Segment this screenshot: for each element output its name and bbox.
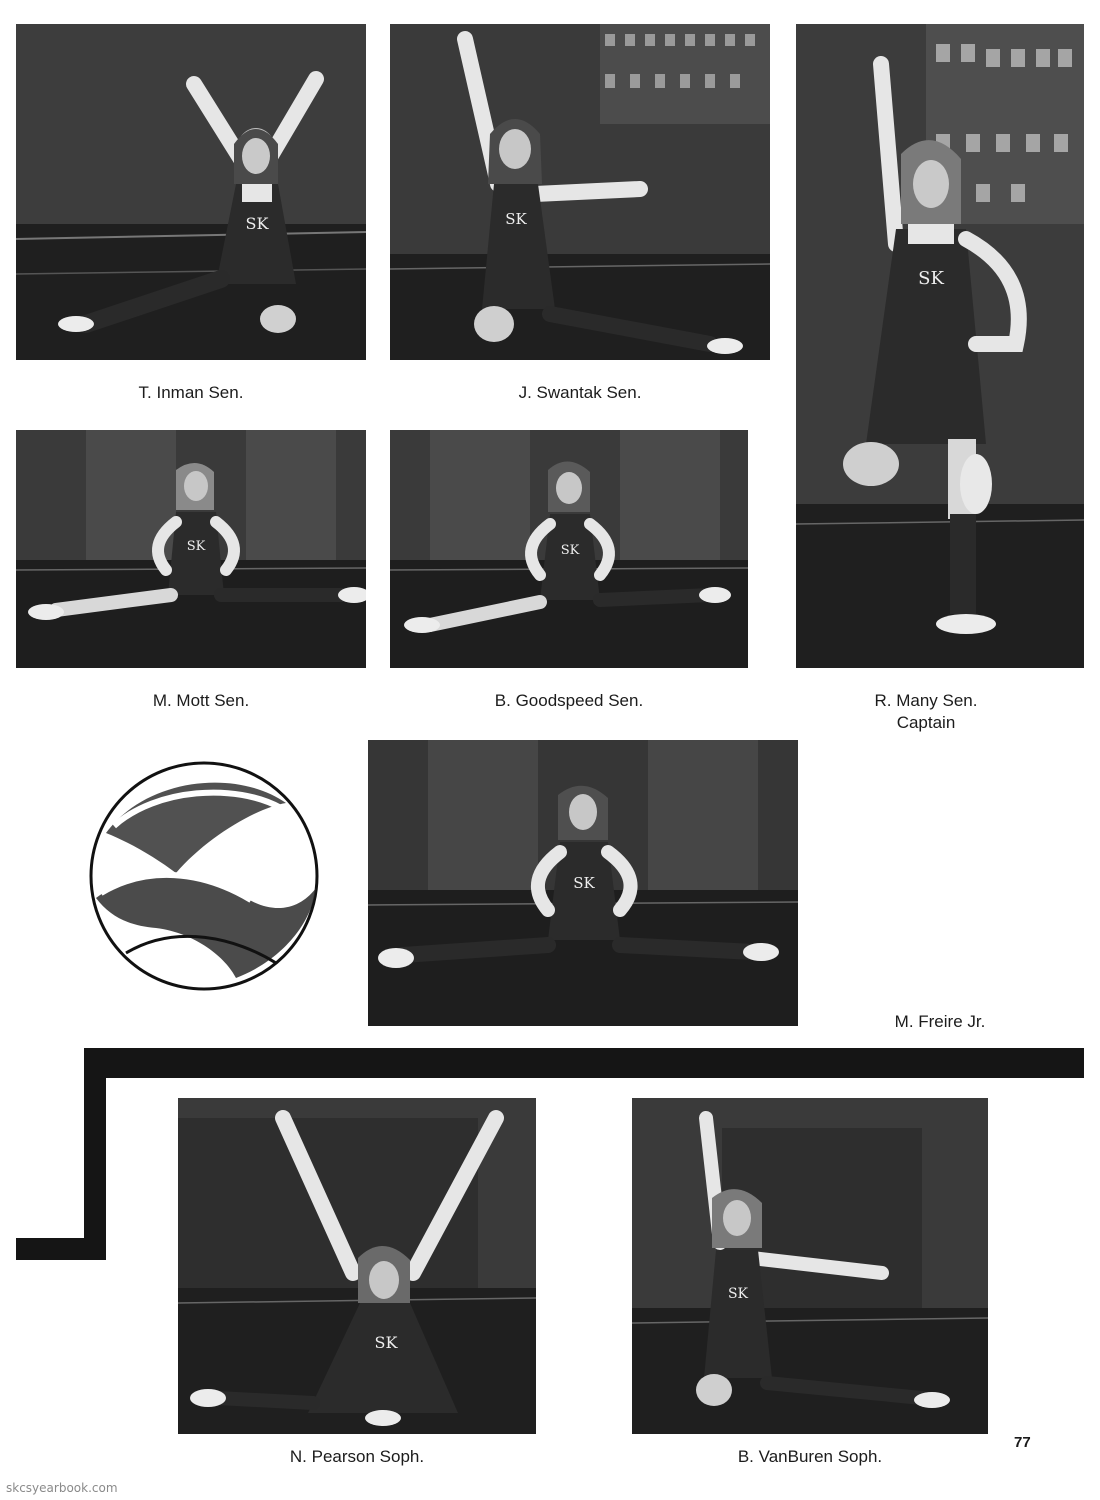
svg-text:SK: SK — [505, 210, 527, 228]
svg-text:SK: SK — [374, 1333, 398, 1352]
caption-line: B. Goodspeed Sen. — [494, 691, 644, 710]
caption-line: Captain — [896, 713, 956, 732]
svg-text:SK: SK — [560, 543, 580, 558]
svg-text:SK: SK — [186, 539, 206, 554]
cheerleader-one-arm-image — [632, 1098, 988, 1434]
caption-line: B. VanBuren Soph. — [737, 1447, 883, 1466]
photo-mott — [16, 430, 366, 668]
caption-pearson — [178, 1446, 536, 1468]
cheerleader-v-split-image — [16, 24, 366, 360]
basketball-line-art-icon — [86, 758, 322, 994]
photo-inman — [16, 24, 366, 360]
caption-line: M. Mott Sen. — [152, 691, 250, 710]
photo-freire — [368, 740, 798, 1026]
caption-vanburen — [632, 1446, 988, 1468]
caption-mott — [16, 690, 386, 712]
svg-text:SK: SK — [573, 874, 595, 892]
caption-freire — [860, 1011, 1020, 1033]
caption-line: M. Freire Jr. — [894, 1012, 986, 1031]
caption-inman — [16, 382, 366, 404]
svg-text:SK: SK — [727, 1286, 749, 1302]
svg-text:SK: SK — [245, 214, 269, 233]
caption-line: R. Many Sen. — [874, 691, 978, 710]
caption-swantak — [390, 382, 770, 404]
photo-goodspeed — [390, 430, 748, 668]
cheerleader-standing-image — [796, 24, 1084, 668]
cheerleader-split-image — [16, 430, 366, 668]
page-number: 77 — [1014, 1434, 1031, 1451]
black-bracket-band-top — [84, 1048, 1084, 1078]
cheerleader-split-image — [390, 430, 748, 668]
photo-many — [796, 24, 1084, 668]
watermark: skcsyearbook.com — [6, 1481, 118, 1495]
caption-goodspeed — [390, 690, 748, 712]
caption-line: T. Inman Sen. — [138, 383, 244, 402]
cheerleader-one-arm-image — [390, 24, 770, 360]
photo-pearson — [178, 1098, 536, 1434]
photo-vanburen — [632, 1098, 988, 1434]
cheerleader-v-sit-image — [178, 1098, 536, 1434]
cheerleader-split-image — [368, 740, 798, 1026]
photo-swantak — [390, 24, 770, 360]
caption-line: N. Pearson Soph. — [289, 1447, 425, 1466]
caption-many — [826, 690, 1026, 734]
svg-text:SK: SK — [918, 268, 944, 289]
black-bracket-band-bottom — [16, 1238, 106, 1260]
black-bracket-band-vertical — [84, 1048, 106, 1260]
caption-line: J. Swantak Sen. — [518, 383, 642, 402]
